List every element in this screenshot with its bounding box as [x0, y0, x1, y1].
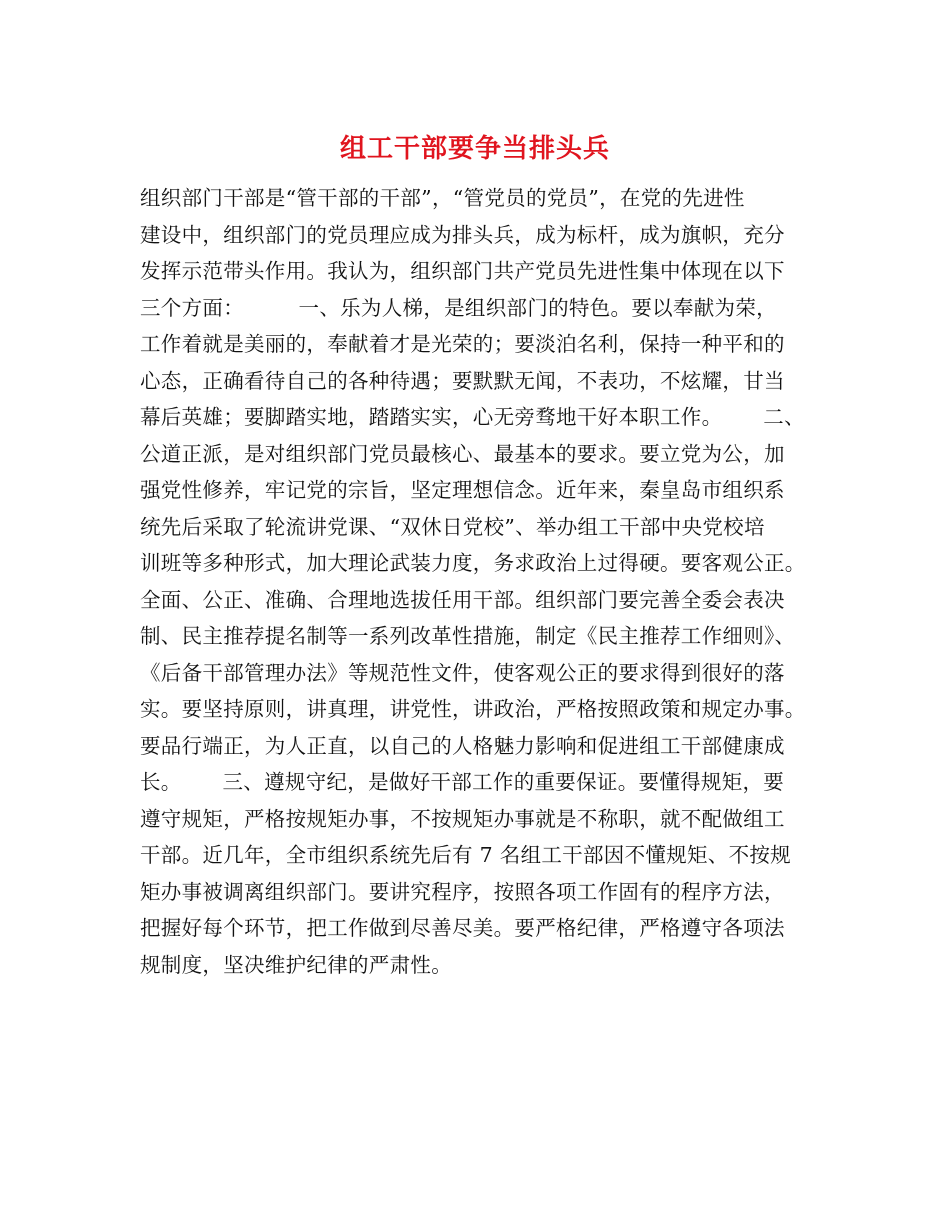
- body-line: 心态，正确看待自己的各种待遇；要默默无闻，不表功，不炫耀，甘当: [140, 368, 785, 393]
- body-line: 建设中，组织部门的党员理应成为排头兵，成为标杆，成为旗帜，充分: [140, 222, 785, 247]
- body-line: 制、民主推荐提名制等一系列改革性措施，制定《民主推荐工作细则》、: [140, 624, 796, 648]
- body-line: 发挥示范带头作用。我认为，组织部门共产党员先进性集中体现在以下: [140, 259, 785, 283]
- body-line: 公道正派，是对组织部门党员最核心、最基本的要求。要立党为公，加: [140, 441, 785, 466]
- body-line: 干部。近几年，全市组织系统先后有 7 名组工干部因不懂规矩、不按规: [140, 843, 791, 867]
- body-line: 把握好每个环节，把工作做到尽善尽美。要严格纪律，严格遵守各项法: [140, 916, 785, 940]
- body-line: 三个方面： 一、乐为人梯，是组织部门的特色。要以奉献为荣，: [140, 295, 777, 320]
- document-body: [140, 180, 830, 983]
- body-line: 训班等多种形式，加大理论武装力度，务求政治上过得硬。要客观公正。: [140, 551, 806, 575]
- body-line: 统先后采取了轮流讲党课、“双休日党校”、举办组工干部中央党校培: [140, 514, 765, 539]
- body-line: 要品行端正，为人正直，以自己的人格魅力影响和促进组工干部健康成: [140, 733, 785, 758]
- document-title: 组工干部要争当排头兵: [339, 134, 610, 164]
- body-line: 遵守规矩，严格按规矩办事，不按规矩办事就是不称职，就不配做组工: [140, 806, 785, 831]
- body-line: 组织部门干部是“管干部的干部”，“管党员的党员”，在党的先进性: [140, 186, 745, 210]
- body-line: 强党性修养，牢记党的宗旨，坚定理想信念。近年来，秦皇岛市组织系: [140, 478, 785, 502]
- body-line: 矩办事被调离组织部门。要讲究程序，按照各项工作固有的程序方法，: [140, 879, 785, 904]
- body-line: 《后备干部管理办法》等规范性文件，使客观公正的要求得到很好的落: [140, 660, 785, 685]
- body-line: 工作着就是美丽的，奉献着才是光荣的；要淡泊名利，保持一种平和的: [140, 332, 785, 356]
- body-line: 规制度，坚决维护纪律的严肃性。: [140, 952, 452, 977]
- body-line: 长。 三、遵规守纪，是做好干部工作的重要保证。要懂得规矩，要: [140, 770, 785, 794]
- body-line: 全面、公正、准确、合理地选拔任用干部。组织部门要完善全委会表决: [140, 587, 785, 612]
- body-line: 幕后英雄；要脚踏实地，踏踏实实，心无旁骛地干好本职工作。 二、: [140, 405, 805, 429]
- body-line: 实。要坚持原则，讲真理，讲党性，讲政治，严格按照政策和规定办事。: [140, 697, 806, 721]
